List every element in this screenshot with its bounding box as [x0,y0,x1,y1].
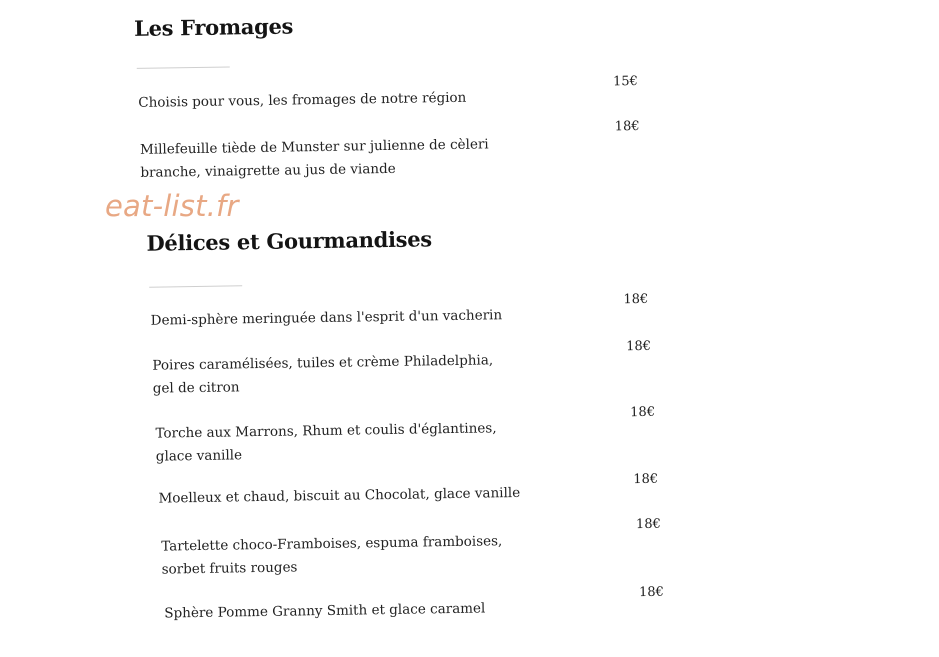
section-divider [149,285,242,287]
menu-item-price: 18€ [626,338,652,355]
menu-item-price: 18€ [638,584,664,601]
menu-item-name: Moelleux et chaud, biscuit au Chocolat, glace vanille [158,484,521,507]
menu-item-price: 18€ [630,404,656,421]
menu-item-name: Millefeuille tiède de Munster sur julienne de cèleri branche, vinaigrette au jus de viande [139,136,489,181]
menu-item-price: 15€ [612,74,638,90]
menu-item-price: 18€ [623,291,649,308]
menu-item-name: Poires caramélisées, tuiles et crème Philadelphia, gel de citron [152,352,494,397]
section-title-fromages: Les Fromages [133,13,294,41]
menu-item-price: 18€ [633,471,659,488]
menu-item-name: Torche aux Marrons, Rhum et coulis d'églantines, glace vanille [155,420,497,465]
menu-item-name: Choisis pour vous, les fromages de notre région [138,89,467,111]
menu-item-price: 18€ [635,516,661,533]
menu-item-name: Demi-sphère meringuée dans l'esprit d'un vacherin [150,307,503,329]
section-divider [137,66,230,68]
watermark-logo: eat-list.fr [105,189,239,223]
section-title-delices: Délices et Gourmandises [146,226,432,256]
menu-item-price: 18€ [614,119,640,135]
menu-item-name: Tartelette choco-Framboises, espuma framboises, sorbet fruits rouges [161,533,503,578]
menu-item-name: Sphère Pomme Granny Smith et glace caramel [164,600,486,622]
